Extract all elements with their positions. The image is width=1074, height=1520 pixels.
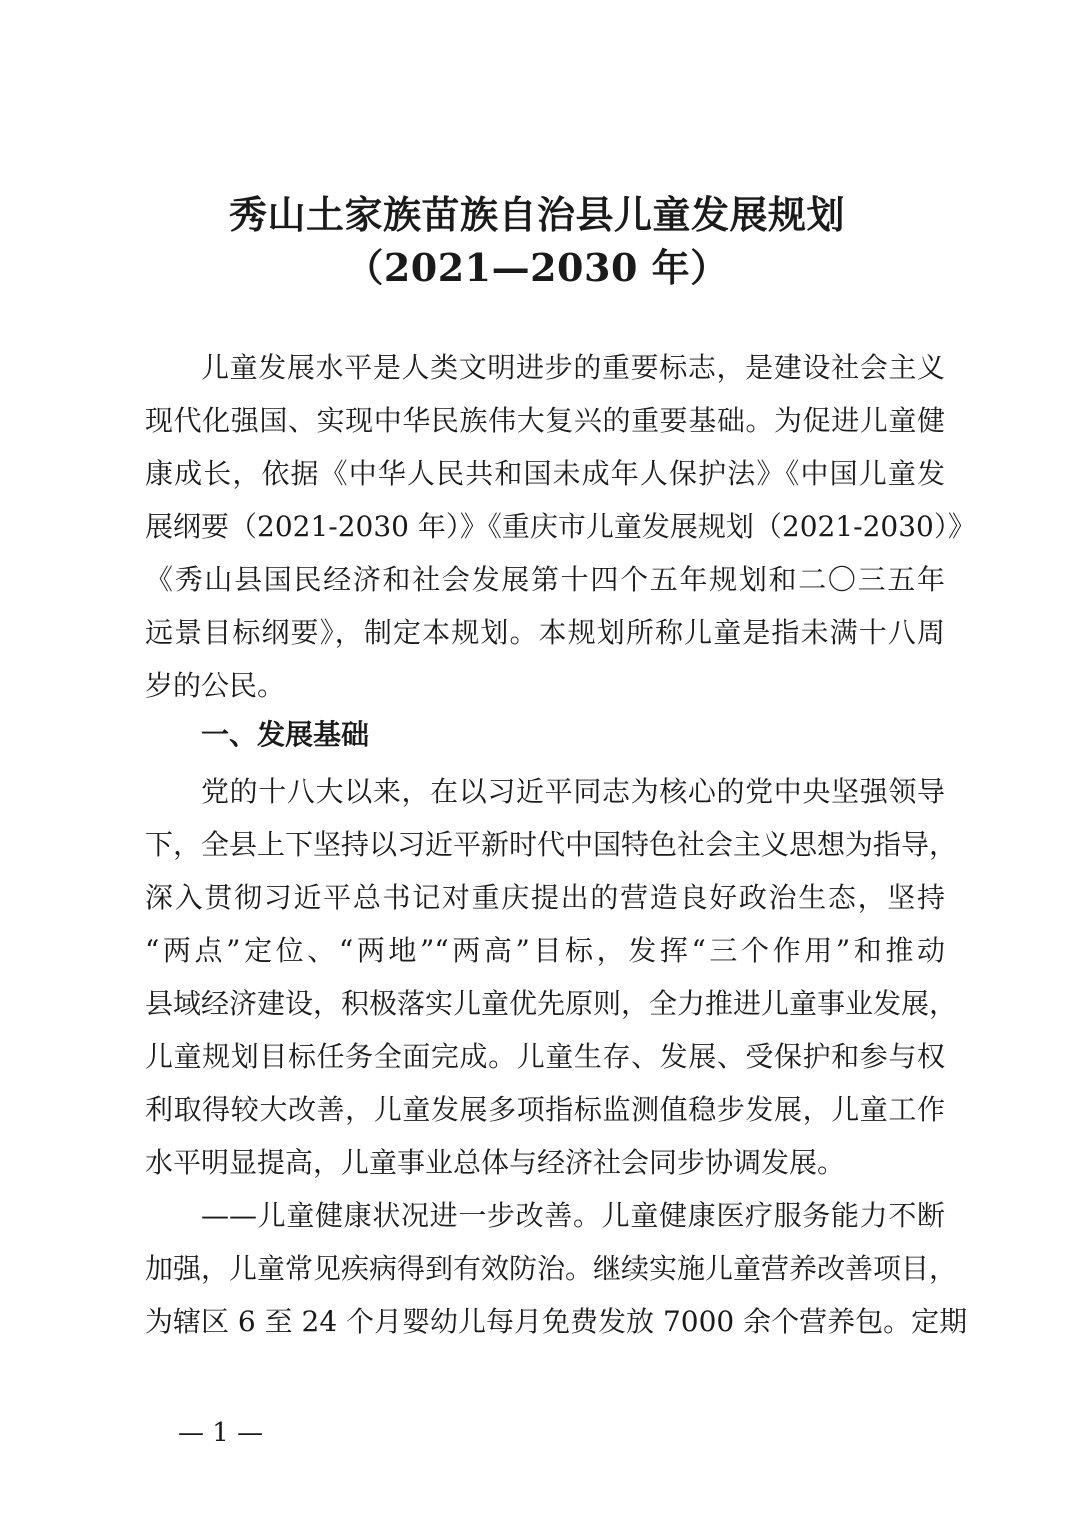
paragraph-line: 县域经济建设，积极落实儿童优先原则，全力推进儿童事业发展， — [145, 987, 958, 1020]
document-title: 秀山土家族苗族自治县儿童发展规划 — [228, 192, 845, 237]
document-subtitle: （2021—2030 年） — [345, 245, 729, 290]
paragraph-line: 深入贯彻习近平总书记对重庆提出的营造良好政治生态，坚持 — [145, 881, 945, 914]
paragraph-line: 下，全县上下坚持以习近平新时代中国特色社会主义思想为指导， — [145, 828, 958, 861]
paragraph-line: 水平明显提高，儿童事业总体与经济社会同步协调发展。 — [145, 1146, 846, 1179]
paragraph-line: 岁的公民。 — [145, 669, 286, 702]
paragraph-line: “两点”定位、“两地”“两高”目标，发挥“三个作用”和推动 — [145, 934, 945, 967]
paragraph-line: 为辖区 6 至 24 个月婴幼儿每月免费发放 7000 余个营养包。定期 — [145, 1305, 968, 1338]
paragraph-line: 加强，儿童常见疾病得到有效防治。继续实施儿童营养改善项目， — [145, 1252, 958, 1285]
paragraph-line: 儿童发展水平是人类文明进步的重要标志，是建设社会主义 — [201, 351, 945, 384]
paragraph-line: 儿童规划目标任务全面完成。儿童生存、发展、受保护和参与权 — [145, 1040, 945, 1073]
paragraph-line: 现代化强国、实现中华民族伟大复兴的重要基础。为促进儿童健 — [145, 404, 945, 437]
paragraph-line: 展纲要（2021-2030 年）》《重庆市儿童发展规划（2021-2030）》 — [145, 510, 976, 543]
paragraph-line: 康成长，依据《中华人民共和国未成年人保护法》《中国儿童发 — [145, 457, 945, 490]
paragraph-line: 党的十八大以来，在以习近平同志为核心的党中央坚强领导 — [201, 775, 945, 808]
section-heading: 一、发展基础 — [201, 718, 370, 751]
paragraph-line: ——儿童健康状况进一步改善。儿童健康医疗服务能力不断 — [201, 1199, 945, 1232]
paragraph-line: 《秀山县国民经济和社会发展第十四个五年规划和二〇三五年 — [145, 563, 945, 596]
paragraph-line: 利取得较大改善，儿童发展多项指标监测值稳步发展，儿童工作 — [145, 1093, 945, 1126]
page-number: — 1 — — [178, 1418, 264, 1448]
paragraph-line: 远景目标纲要》，制定本规划。本规划所称儿童是指未满十八周 — [145, 616, 945, 649]
